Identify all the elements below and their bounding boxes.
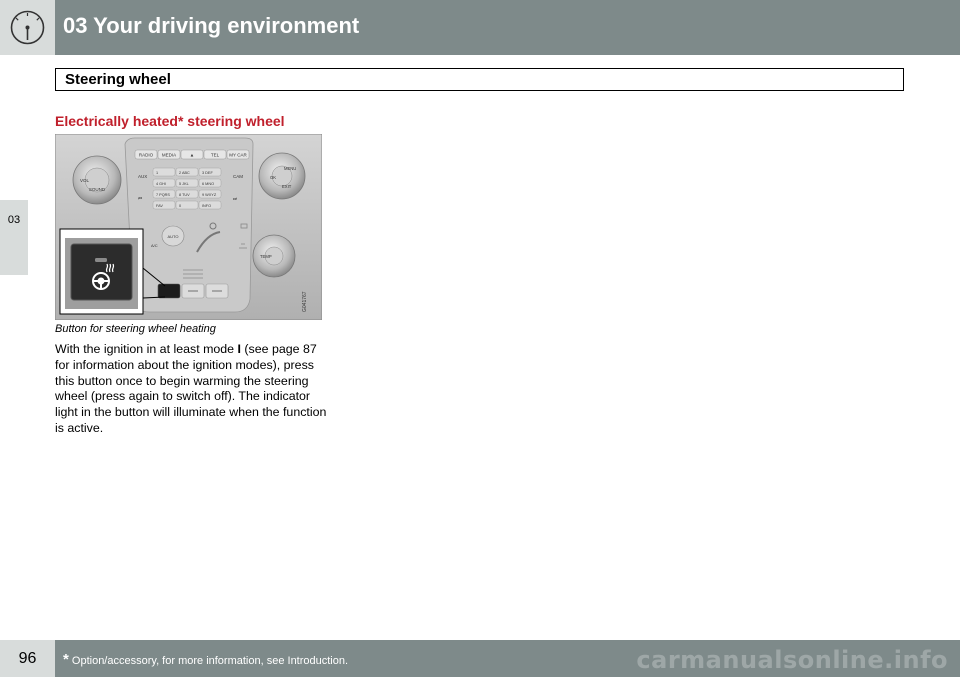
aux-label: AUX (138, 174, 148, 179)
sound-label: SOUND (88, 187, 106, 192)
watermark: carmanualsonline.info (636, 646, 948, 674)
key-fav: FAV (156, 204, 163, 208)
page-number: 96 (0, 640, 55, 677)
key-4: 4 GHI (156, 182, 166, 186)
chapter-icon-box (0, 0, 55, 55)
cam-label: CAM (233, 174, 243, 179)
indicator-light (95, 258, 107, 262)
key-2: 2 ABC (179, 171, 190, 175)
control-panel-figure (55, 134, 322, 320)
ignition-mode: I (237, 342, 241, 356)
figure-id: G041767 (302, 291, 308, 312)
temp-label: TEMP (260, 254, 272, 259)
key-3: 3 DEF (202, 171, 213, 175)
key-1: 1 (156, 171, 159, 175)
footnote-star: * (63, 651, 69, 668)
figure-caption: Button for steering wheel heating (55, 323, 216, 335)
body-text-start: With the ignition in at least mode (55, 342, 238, 356)
vol-label: VOL (80, 178, 90, 183)
heated-steering-wheel-button (71, 244, 132, 300)
footer-note (63, 651, 348, 668)
exit-label: EXIT (282, 184, 292, 189)
radio-label: RADIO (138, 152, 154, 158)
menu-label: MENU (284, 166, 297, 171)
key-info: INFO (202, 204, 212, 208)
key-7: 7 PQRS (156, 193, 170, 197)
footnote-text: Option/accessory, for more information, see Introduction. (68, 655, 349, 667)
next-icon: ⏭ (233, 196, 238, 201)
key-8: 8 TUV (179, 193, 190, 197)
key-5: 5 JKL (179, 182, 189, 186)
key-0: 0 (179, 204, 182, 208)
chapter-tab: 03 (0, 200, 28, 275)
heated-wheel-button-small (158, 284, 180, 298)
page-title: 03 Your driving environment (63, 13, 360, 38)
media-label: MEDIA (161, 152, 177, 158)
prev-icon: ⏮ (138, 196, 143, 201)
eject-icon: ▲ (189, 152, 195, 158)
control-panel-illustration (55, 134, 322, 320)
ac-label: A/C (151, 243, 158, 248)
body-text-rest: (see page 87 for information about the ignition modes), press this button once to begin warming the steering wheel (press again to switch off). The indicator light in the button will illuminate when the function is active. (55, 342, 327, 435)
subheading: Electrically heated* steering wheel (55, 113, 285, 129)
key-6: 6 MNO (202, 182, 215, 186)
section-title: Steering wheel (55, 68, 904, 91)
speedometer-icon (0, 0, 55, 55)
key-9: 9 WXYZ (202, 193, 217, 197)
tel-label: TEL (210, 152, 220, 158)
mycar-label: MY CAR (229, 152, 247, 158)
ok-label: OK (270, 175, 277, 180)
body-paragraph (55, 342, 330, 437)
auto-label: AUTO (167, 234, 179, 239)
